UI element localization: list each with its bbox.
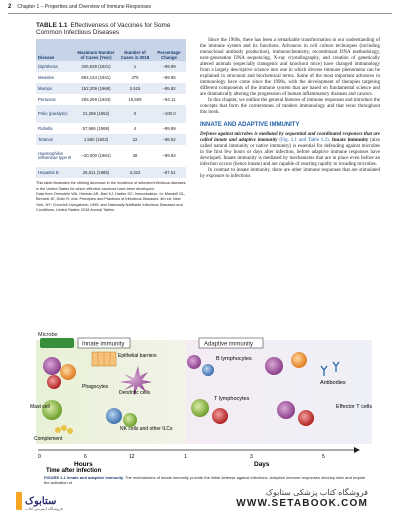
- tick-label: 5: [322, 454, 325, 460]
- hours-label: Hours: [74, 461, 93, 468]
- store-name-persian: فروشگاه کتاب پزشکی ستابوک: [265, 488, 368, 497]
- effector-t-cell-icon: [277, 401, 295, 419]
- table-row: Tetanus 1,560 (1923) 22 −98.52: [36, 134, 186, 145]
- setabook-logo[interactable]: [16, 490, 72, 512]
- arrow-right-icon: [354, 447, 360, 453]
- b-lymphocyte-icon: [202, 364, 214, 376]
- lead-statement: Defense against microbes is mediated by sequential and coordinated responses that are called innate and adaptive immunity: [200, 132, 380, 143]
- t-lymphocyte-icon: [212, 408, 228, 424]
- b-lymphocyte-icon: [187, 355, 201, 369]
- phagocyte-cell-icon: [47, 375, 61, 389]
- mast-cell-label: Mast cell: [30, 404, 50, 410]
- microbe-icon: [40, 338, 74, 348]
- epithelial-barrier-icon: [92, 352, 116, 366]
- table-note: [36, 181, 186, 213]
- time-after-infection-label: Time after infection: [46, 468, 102, 473]
- col-cases-2018: Number of Cases in 2018: [118, 39, 152, 61]
- paragraph: In this chapter, we outline the general features of immune responses and introduce the concepts that form the cornerstones of modern immunology and that recur throughout this book.: [200, 98, 380, 115]
- t-lymphocyte-icon: [191, 399, 209, 417]
- table-source: Data from Orenstein WA, Hinman AR, Bart KJ, Hadler SC: Immunization. In: Mandell GL, Bennett JE, Dolin R, eds: Principles and Practices of Infectious Diseases. 4th ed. New York, NY: Churchill Livingstone; 1995; and Nationally Notifiable Infectious Diseases and Conditions, United States: 2018 Annual Tables.: [36, 192, 186, 212]
- vaccine-table-block: [36, 22, 186, 213]
- paragraph: Since the 1960s, there has been a remarkable transformation in our understanding of the immune system and its functions. Advances in cell culture techniques (including monoclonal antibody production), immunochemistry, recombinant DNA methodology, next-generation DNA sequencing, X-ray crystallography, and creation of genetically altered animals (especially transgenic and knockout mice) have changed immunology from a largely descriptive science into one in which diverse immune phenomena can be explained in structural and biochemical terms. Some of the most important advances in immunology have come since the 1990s, with the development of therapies targeting different components of the immune system that are based on fundamental science and are dramatically altering the progression of human inflammatory diseases and cancers.: [200, 38, 380, 97]
- tick-label: 6: [84, 454, 87, 460]
- phagocyte-cell-icon: [43, 357, 61, 375]
- nk-cell-icon: [106, 408, 122, 424]
- antibodies-label: Antibodies: [320, 380, 346, 386]
- figure-caption: [44, 476, 372, 486]
- days-label: Days: [254, 461, 270, 468]
- adaptive-label-box: [199, 338, 263, 348]
- mast-cell-icon: [42, 400, 62, 420]
- table-row: Hepatitis B 26,611 (1985) 3,322 −87.51: [36, 167, 186, 178]
- header-divider: [8, 13, 392, 14]
- plasma-cell-icon: [291, 352, 307, 368]
- table-row: Rubella 57,686 (1969) 4 −99.99: [36, 123, 186, 134]
- tick-label: 3: [250, 454, 253, 460]
- chapter-title: Chapter 1 – Properties and Overview of Immune Responses: [17, 4, 152, 10]
- table-row: Mumps 152,209 (1968) 2,515 −95.82: [36, 83, 186, 94]
- caption-text: The mechanisms of innate immunity provide the initial defense against infections. Adaptive immune responses develop later and require the activation of: [44, 475, 366, 485]
- table-row: Polio (paralytic) 21,269 (1952) 0 −100.0: [36, 105, 186, 123]
- page-header: [8, 4, 151, 10]
- table-caption: Effectiveness of Vaccines for Some Common Infectious Diseases: [36, 22, 171, 37]
- nk-cells-label: NK cells and other ILCs: [120, 426, 173, 432]
- t-lymphocytes-label: T lymphocytes: [214, 396, 250, 402]
- dendritic-label: Dendritic cells: [119, 390, 151, 396]
- innate-adaptive-figure: [24, 330, 372, 473]
- vaccine-table: [36, 39, 186, 178]
- effector-t-cell-icon: [298, 410, 314, 426]
- table-title: [36, 22, 186, 36]
- logo-subtitle: فروشگاه اینترنتی کتاب: [25, 506, 63, 511]
- page-number: 2: [8, 4, 12, 10]
- logo-text: ستابوک: [25, 496, 57, 507]
- b-lymphocytes-label: B lymphocytes: [216, 356, 252, 362]
- svg-text:Adaptive immunity: Adaptive immunity: [204, 341, 254, 348]
- adaptive-panel: [186, 340, 372, 444]
- table-row: Pertussis 265,269 (1934) 15,609 −94.11: [36, 94, 186, 105]
- epithelial-label: Epithelial barriers: [118, 353, 157, 359]
- effector-label: Effector T cells: [336, 404, 372, 410]
- table-row: Diphtheria 206,939 (1921) 1 −99.99: [36, 61, 186, 72]
- body-text: [200, 38, 380, 180]
- figure-reference-link[interactable]: (Fig. 1.1 and Table 1.2).: [279, 138, 330, 143]
- col-percent-change: Percentage Change: [152, 39, 186, 61]
- ilc-cell-icon: [123, 413, 137, 427]
- tick-label: 1: [184, 454, 187, 460]
- phagocytes-label: Phagocytes: [82, 384, 109, 390]
- complement-label: Complement: [34, 436, 63, 442]
- paragraph: In contrast to innate immunity, there are other immune responses that are stimulated by exposure to infectious: [200, 168, 380, 179]
- term-innate: Innate immunity: [331, 138, 369, 143]
- innate-label-box: [78, 338, 130, 348]
- table-label: TABLE 1.1: [36, 22, 68, 29]
- paragraph: Defense against microbes is mediated by sequential and coordinated responses that are called innate and adaptive immunity (Fig. 1.1 and Table 1.2). Innate immunity (also called natural immunity or native immunity) is essential for defending against microbes in the first few hours or days after infection, before adaptive immune responses have developed. Innate immunity is mediated by mechanisms that are in place even before an infection occurs (hence innate) and are capable of reacting rapidly to invading microbes.: [200, 132, 381, 167]
- table-row: Measles 894,134 (1941) 375 −99.95: [36, 72, 186, 83]
- tick-label: 12: [129, 454, 135, 460]
- col-disease: Disease: [36, 39, 74, 61]
- table-note-text: This table illustrates the striking decrease in the incidence of selected infectious diseases in the United States for which effective vaccines have been developed.: [36, 181, 186, 191]
- col-max-cases: Maximum Number of Cases (Year): [74, 39, 118, 61]
- tick-label: 0: [38, 454, 41, 460]
- website-link[interactable]: WWW.SETABOOK.COM: [236, 498, 368, 509]
- plasma-cell-icon: [265, 357, 283, 375]
- table-row: Haemophilus influenzae type B ~20,000 (1984) 38 −99.83: [36, 145, 186, 167]
- section-heading: INNATE AND ADAPTIVE IMMUNITY: [200, 122, 300, 128]
- phagocyte-cell-icon: [60, 364, 76, 380]
- microbe-label: Microbe: [38, 332, 58, 338]
- logo-mark: [16, 490, 72, 512]
- svg-text:Innate immunity: Innate immunity: [82, 341, 125, 348]
- caption-label: FIGURE 1.1 Innate and adaptive immunity.: [44, 475, 124, 480]
